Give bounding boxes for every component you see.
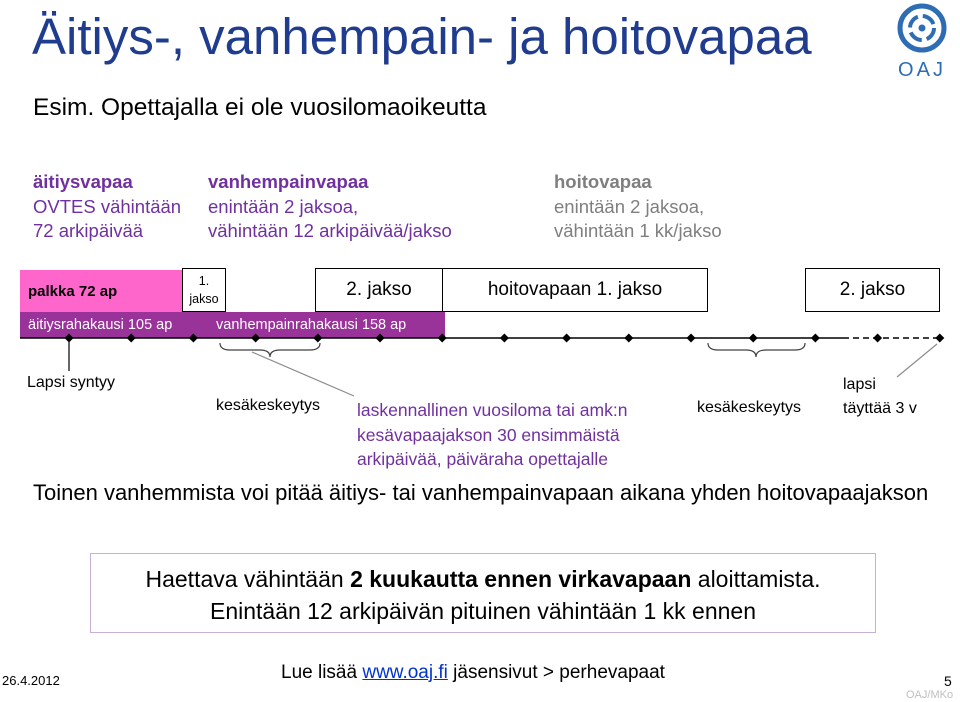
- birth-label: Lapsi syntyy: [27, 374, 116, 391]
- column-parental-leave: [208, 170, 452, 244]
- timeline-tick: [811, 334, 820, 343]
- footer-more-suffix: jäsensivut > perhevapaat: [447, 662, 665, 683]
- care-period-2-label: 2. jakso: [839, 279, 906, 300]
- salary-period-label: palkka 72 ap: [28, 282, 118, 300]
- summer-break-label: kesäkeskeytys: [697, 399, 802, 416]
- footer-more-info: [281, 662, 665, 684]
- care-period-2-box: [805, 268, 940, 312]
- salary-period-box: [20, 270, 182, 312]
- slide-title: Äitiys-, vanhempain- ja hoitovapaa: [32, 8, 812, 65]
- maternity-allowance-bar: [20, 312, 182, 338]
- timeline-tick: [935, 334, 944, 343]
- callout-line-2: Enintään 12 arkipäivän pituinen vähintään 1 kk ennen: [209, 598, 756, 624]
- parental-period-2-box: [315, 268, 443, 312]
- column-line: vähintään 12 arkipäivää/jakso: [208, 220, 452, 241]
- parental-period-1-number: 1.: [198, 274, 210, 288]
- logo-text: OAJ: [898, 59, 946, 81]
- column-line: vähintään 1 kk/jakso: [554, 220, 722, 241]
- footer-more-prefix: Lue lisää: [281, 662, 363, 683]
- timeline-tick: [687, 334, 696, 343]
- parental-allowance-bar: [182, 312, 445, 338]
- care-period-1-box: [442, 268, 708, 312]
- column-maternity-leave: [33, 170, 181, 244]
- holiday-note: [357, 398, 627, 472]
- age3-label-line2: täyttää 3 v: [843, 400, 917, 417]
- holiday-pointer-line: [252, 352, 354, 396]
- care-period-1-label: hoitovapaan 1. jakso: [487, 279, 663, 300]
- logo-center-dot: [919, 25, 926, 32]
- column-line: 72 arkipäivää: [33, 220, 144, 241]
- holiday-note-line: arkipäivää, päiväraha opettajalle: [357, 449, 608, 469]
- holiday-note-line: laskennallinen vuosiloma tai amk:n: [357, 400, 628, 420]
- column-line: enintään 2 jaksoa,: [208, 195, 359, 217]
- maternity-allowance-label: äitiysrahakausi 105 ap: [28, 317, 173, 333]
- application-callout-box: [90, 553, 876, 633]
- parental-period-2-label: 2. jakso: [346, 279, 412, 300]
- summer-break-brace: [708, 343, 805, 357]
- summer-break-label: kesäkeskeytys: [216, 397, 321, 414]
- column-line: enintään 2 jaksoa,: [554, 195, 705, 217]
- body-note: Toinen vanhemmista voi pitää äitiys- tai vanhempainvapaan aikana yhden hoitovapaajakson: [33, 480, 929, 505]
- parental-period-1-box: [182, 268, 226, 312]
- timeline-tick: [562, 334, 571, 343]
- column-heading: äitiysvapaa: [33, 171, 133, 192]
- oaj-website-link[interactable]: www.oaj.fi: [362, 662, 448, 683]
- summer-break-brace: [220, 343, 320, 357]
- column-childcare-leave: [554, 170, 722, 244]
- parental-period-1-word: jakso: [189, 292, 219, 306]
- callout-line-1-start: Haettava vähintään: [145, 566, 351, 592]
- callout-line-1: [91, 563, 875, 595]
- footer-date: 26.4.2012: [2, 673, 60, 688]
- timeline-tick: [749, 334, 758, 343]
- timeline-tick: [873, 334, 882, 343]
- age3-label-line1: lapsi: [843, 376, 876, 393]
- callout-line-1-emphasis: 2 kuukautta ennen virkavapaan: [350, 566, 692, 592]
- age3-pointer-line: [897, 344, 937, 377]
- slide-subtitle: Esim. Opettajalla ei ole vuosilomaoikeutta: [33, 94, 487, 121]
- timeline-tick: [624, 334, 633, 343]
- oaj-logo: [888, 0, 956, 82]
- column-heading: vanhempainvapaa: [208, 171, 369, 192]
- column-line: OVTES vähintään: [33, 195, 182, 217]
- page-number: 5: [944, 673, 952, 689]
- parental-allowance-label: vanhempainrahakausi 158 ap: [216, 317, 407, 333]
- callout-line-1-end: aloittamista.: [691, 566, 821, 592]
- timeline-tick: [500, 334, 509, 343]
- holiday-note-line: kesävapaajakson 30 ensimmäistä: [357, 424, 620, 445]
- column-heading: hoitovapaa: [554, 171, 652, 192]
- footer-author: OAJ/MKo: [906, 689, 954, 701]
